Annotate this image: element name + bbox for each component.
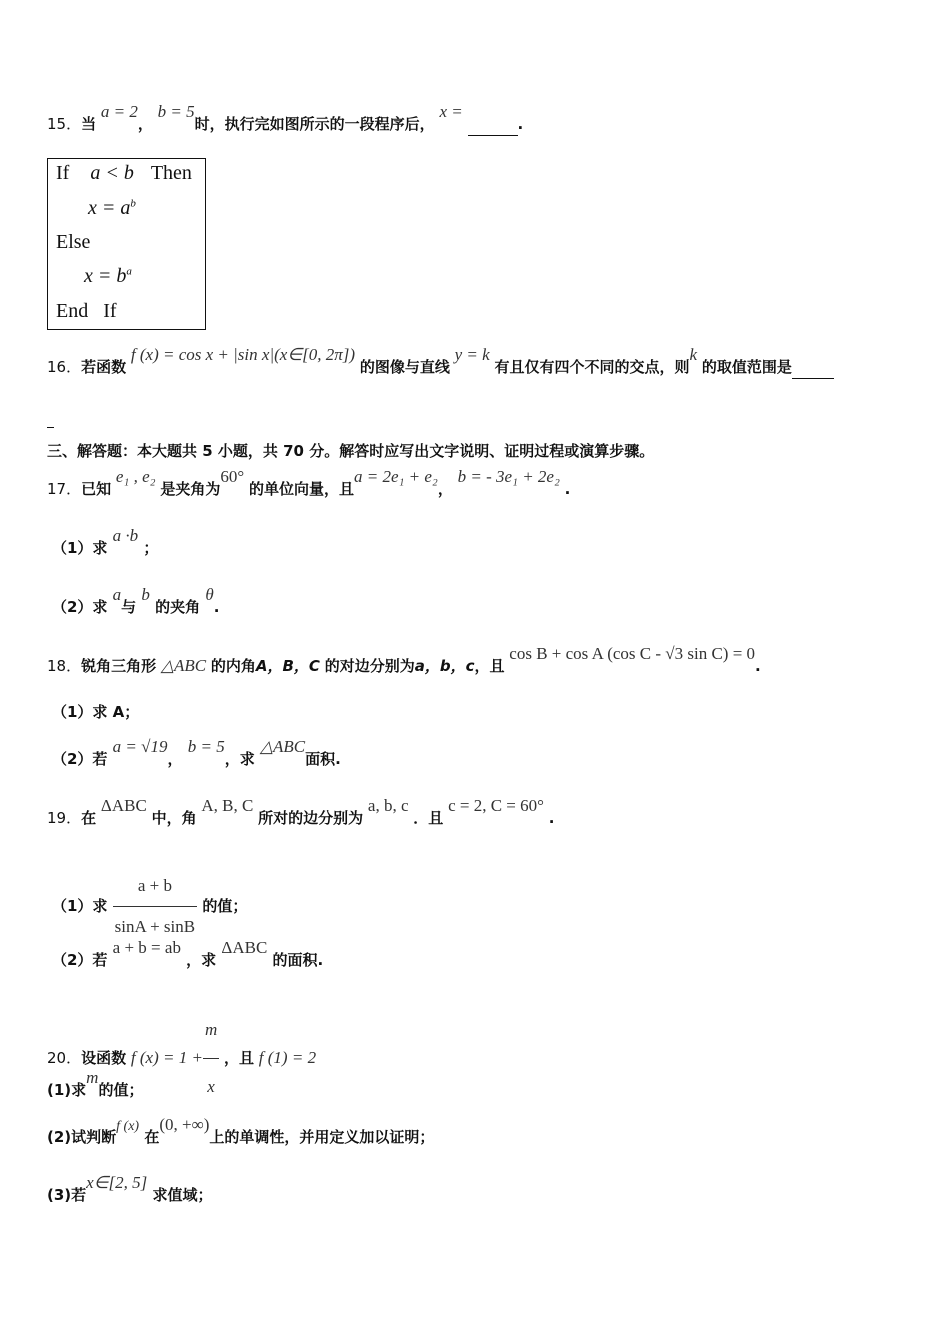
q17-end: . xyxy=(564,480,571,498)
q18-p2-b: b = 5 xyxy=(187,737,225,756)
q20-p1-label: (1)求 xyxy=(47,1081,87,1099)
q20-p3-cond: x∈[2, 5] xyxy=(86,1173,148,1192)
section3-heading: 三、解答题：本大题共 5 小题，共 70 分。解答时应写出文字说明、证明过程或演算步骤。 xyxy=(47,442,655,460)
q18-number: 18． xyxy=(47,657,82,675)
q15-cond-b: b = 5 xyxy=(157,102,195,121)
q20-func-lhs: f (x) = 1 + xyxy=(130,1048,203,1067)
q19-triangle: ΔABC xyxy=(100,796,147,815)
q16-text-b: 的图像与直线 xyxy=(359,358,450,376)
q15-text-a: 当 xyxy=(81,115,97,133)
q15-line xyxy=(47,102,524,136)
q19-p2-triangle: ΔABC xyxy=(221,938,268,957)
q17-p2-b: b xyxy=(141,585,150,604)
q19-p1-end: 的值； xyxy=(202,897,248,915)
q20-frac-numerator: m xyxy=(204,1020,218,1039)
q17-p1-end: ； xyxy=(143,539,159,557)
q20-number: 20． xyxy=(47,1049,82,1067)
program-end-keyword: End xyxy=(56,300,89,322)
program-stmt1-base: x = a xyxy=(88,197,131,219)
program-if-keyword: If xyxy=(56,162,70,184)
q20-text-b: ，且 xyxy=(224,1049,255,1067)
q15-text-b: 时，执行完如图所示的一段程序后， xyxy=(194,115,435,133)
q16-text-a: 若函数 xyxy=(81,358,127,376)
q16-answer-blank-tail[interactable] xyxy=(47,405,54,428)
q17-p1-label: （1）求 xyxy=(52,539,108,557)
q18-line xyxy=(47,644,761,677)
q19-text-c: 所对的边分别为 xyxy=(258,809,364,827)
q16-line xyxy=(47,345,834,379)
q16-text-c: 有且仅有四个不同的交点，则 xyxy=(494,358,690,376)
q17-a-def: a = 2e₁ + e₂ xyxy=(353,467,438,486)
q17-p2-text: 的夹角 xyxy=(155,598,201,616)
program-end-line xyxy=(56,300,117,323)
q19-p2-text: ，求 xyxy=(186,951,217,969)
q18-text-c: 的对边分别为 xyxy=(324,657,415,675)
q18-p2-sep: ， xyxy=(167,750,183,768)
q17-number: 17． xyxy=(47,480,82,498)
q20-p1-end: 的值； xyxy=(98,1081,144,1099)
q20-p3-label: (3)若 xyxy=(47,1186,87,1204)
q18-p2-label: （2）若 xyxy=(52,750,108,768)
program-then-keyword: Then xyxy=(150,162,192,184)
q19-end: . xyxy=(548,809,555,827)
q19-text-b: 中，角 xyxy=(151,809,197,827)
program-else-keyword: Else xyxy=(56,231,91,253)
q17-text-c: 的单位向量，且 xyxy=(248,480,354,498)
q18-angles: A，B，C xyxy=(255,657,320,675)
q20-p2-f: f (x) xyxy=(116,1119,140,1134)
q20-p3-end: 求值域； xyxy=(152,1186,213,1204)
program-stmt1 xyxy=(88,197,136,220)
q17-p2-mid: 与 xyxy=(121,598,137,616)
program-stmt2-exp: a xyxy=(126,265,132,278)
q15-cond-a: a = 2 xyxy=(100,102,138,121)
q18-part1: （1）求 A； xyxy=(52,703,140,721)
q18-p2-text: ，求 xyxy=(224,750,255,768)
q16-line-eq: y = k xyxy=(454,345,490,364)
q16-text-d: 的取值范围是 xyxy=(701,358,792,376)
q18-sides: a，b，c xyxy=(414,657,475,675)
q17-p2-label: （2）求 xyxy=(52,598,108,616)
q19-angles: A, B, C xyxy=(201,796,254,815)
q19-line xyxy=(47,796,555,829)
q20-frac-denominator: x xyxy=(203,1058,219,1115)
q18-end: . xyxy=(755,657,761,675)
q17-angle: 60° xyxy=(220,467,245,486)
q17-b-def: b = - 3e₁ + 2e₂ xyxy=(457,467,560,486)
program-stmt2 xyxy=(84,265,132,288)
q19-p2-label: （2）若 xyxy=(52,951,108,969)
q15-answer-blank[interactable] xyxy=(468,113,518,136)
q17-text-b: 是夹角为 xyxy=(160,480,221,498)
q19-text-a: 在 xyxy=(81,809,97,827)
program-if-line xyxy=(56,162,192,185)
q17-sep: ， xyxy=(437,480,453,498)
q16-number: 16． xyxy=(47,358,82,376)
q18-equation: cos B + cos A (cos C - √3 sin C) = 0 xyxy=(509,644,756,663)
q16-answer-blank[interactable] xyxy=(792,356,834,379)
q17-text-a: 已知 xyxy=(81,480,112,498)
q19-p1-label: （1）求 xyxy=(52,897,108,915)
program-endif-keyword: If xyxy=(103,300,117,322)
q15-sep: ， xyxy=(137,115,153,133)
q19-p1-numerator: a + b xyxy=(137,876,172,895)
q18-p2-a: a = √19 xyxy=(112,737,168,756)
q19-part1 xyxy=(52,866,247,947)
q20-given: f (1) = 2 xyxy=(258,1048,317,1067)
q20-p2-in: 在 xyxy=(144,1128,160,1146)
q17-p2-end: . xyxy=(213,598,220,616)
q18-text-b: 的内角 xyxy=(210,657,256,675)
program-condition: a < b xyxy=(90,162,134,184)
q20-fraction xyxy=(203,1002,219,1115)
q19-p1-fraction xyxy=(113,866,197,947)
program-stmt1-exp: b xyxy=(130,197,136,210)
q19-p2-end: 的面积. xyxy=(272,951,324,969)
q15-number: 15． xyxy=(47,115,82,133)
q20-p1-m: m xyxy=(86,1068,99,1087)
q17-line xyxy=(47,467,571,500)
q20-part3 xyxy=(47,1173,213,1206)
q19-text-d: ．且 xyxy=(413,809,444,827)
q20-text-a: 设函数 xyxy=(81,1049,127,1067)
q18-p2-end: 面积. xyxy=(305,750,341,768)
q17-p1-expr: a ·b xyxy=(112,526,139,545)
q19-number: 19． xyxy=(47,809,82,827)
q18-part2 xyxy=(52,737,341,770)
q19-p1-denominator: sinA + sinB xyxy=(113,906,197,947)
q17-part2 xyxy=(52,585,220,618)
q17-part1 xyxy=(52,526,159,559)
q17-p2-a: a xyxy=(112,585,122,604)
q18-text-a: 锐角三角形 xyxy=(81,657,157,675)
q20-p2-interval: (0, +∞) xyxy=(159,1115,210,1134)
q16-func: f (x) = cos x + |sin x|(x∈[0, 2π]) xyxy=(130,345,356,364)
q18-text-d: ，且 xyxy=(474,657,505,675)
q16-k: k xyxy=(689,345,698,364)
q15-end: . xyxy=(517,115,524,133)
q17-p2-theta: θ xyxy=(205,585,214,604)
q19-p2-cond: a + b = ab xyxy=(112,938,181,957)
q15-answer-var: x = xyxy=(439,102,463,121)
q20-p2-end: 上的单调性，并用定义加以证明； xyxy=(209,1128,435,1146)
program-stmt2-base: x = b xyxy=(84,265,127,287)
q19-part2 xyxy=(52,938,324,971)
q17-vectors: e₁ , e₂ xyxy=(115,467,156,486)
q20-p2-label: (2)试判断 xyxy=(47,1128,117,1146)
q19-given: c = 2, C = 60° xyxy=(448,796,544,815)
q19-sides: a, b, c xyxy=(367,796,409,815)
q20-part2 xyxy=(47,1115,435,1150)
q18-triangle: △ABC xyxy=(160,656,207,675)
q20-part1 xyxy=(47,1068,144,1101)
program-box xyxy=(47,158,206,330)
q18-p2-triangle: △ABC xyxy=(259,737,306,756)
